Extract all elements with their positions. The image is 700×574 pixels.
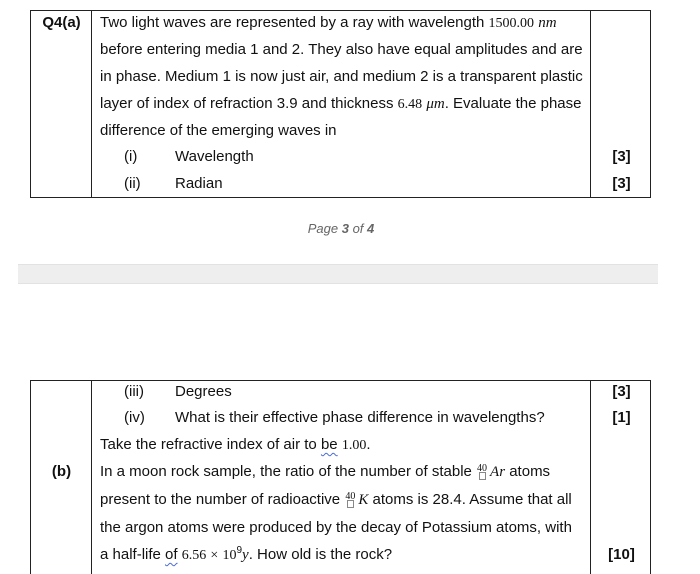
- marks-iii: [3]: [612, 383, 631, 400]
- marks-ii: [3]: [612, 175, 631, 192]
- question-b-line-1: In a moon rock sample, the ratio of the number of stable 40 Ar atoms: [100, 463, 551, 480]
- question-line-4: layer of index of refraction 3.9 and thickness 6.48 μm. Evaluate the phase: [100, 95, 582, 112]
- question-text-cell: Two light waves are represented by a ray with wavelength 1500.00 nm before entering media 1 and 2. They also have equal amplitudes and are in phase. Medium 1 is now just air, and medium 2 is a transparent plastic layer of index of refraction 3.9 and thickness 6.48 μm. Evaluate the phase difference of the emerging waves in (i) Wavelength (ii) Radian: [92, 11, 591, 197]
- air-index-note: Take the refractive index of air to be 1.00.: [100, 436, 371, 453]
- marks-cell: [591, 11, 652, 197]
- marks-i: [3]: [612, 148, 631, 165]
- question-text-cell: (iii) Degrees (iv) What is their effective phase difference in wavelengths? Take the refractive index of air to be 1.00. In a moon rock sample, the ratio of the number of stable 40 Ar atoms present to the number of radioactive 40 K atoms is 28.4. Assume that all the argon atoms were produced by the decay of Potassium atoms, with a half-life of $6.56 \times 10^9y$. How old is the rock?: [92, 381, 591, 574]
- question-b-line-3: the argon atoms were produced by the decay of Potassium atoms, with: [100, 519, 572, 536]
- page-break-divider: [18, 264, 658, 284]
- question-line-5: difference of the emerging waves in: [100, 122, 337, 139]
- marks-iv: [1]: [612, 409, 631, 426]
- question-4b-table: [30, 380, 651, 574]
- marks-cell: [591, 381, 652, 574]
- question-label-cell: [31, 11, 92, 197]
- question-line-3: in phase. Medium 1 is now just air, and medium 2 is a transparent plastic: [100, 68, 583, 85]
- question-b-line-2: present to the number of radioactive 40 K atoms is 28.4. Assume that all: [100, 491, 572, 508]
- potassium-isotope: 40: [344, 491, 358, 509]
- question-line-1: Two light waves are represented by a ray with wavelength 1500.00 nm: [100, 14, 557, 31]
- question-line-2: before entering media 1 and 2. They also have equal amplitudes and are: [100, 41, 583, 58]
- question-b-line-4: a half-life of $6.56 \times 10^9y$. How old is the rock?: [100, 545, 393, 563]
- page-footer: Page 3 of 4: [307, 221, 375, 236]
- question-4a-table: [30, 10, 651, 198]
- question-number: Q4(a): [42, 14, 81, 31]
- marks-b: [10]: [608, 546, 635, 563]
- question-label-cell: [31, 381, 92, 574]
- question-b-label: (b): [51, 463, 72, 480]
- argon-isotope: 40: [476, 463, 490, 481]
